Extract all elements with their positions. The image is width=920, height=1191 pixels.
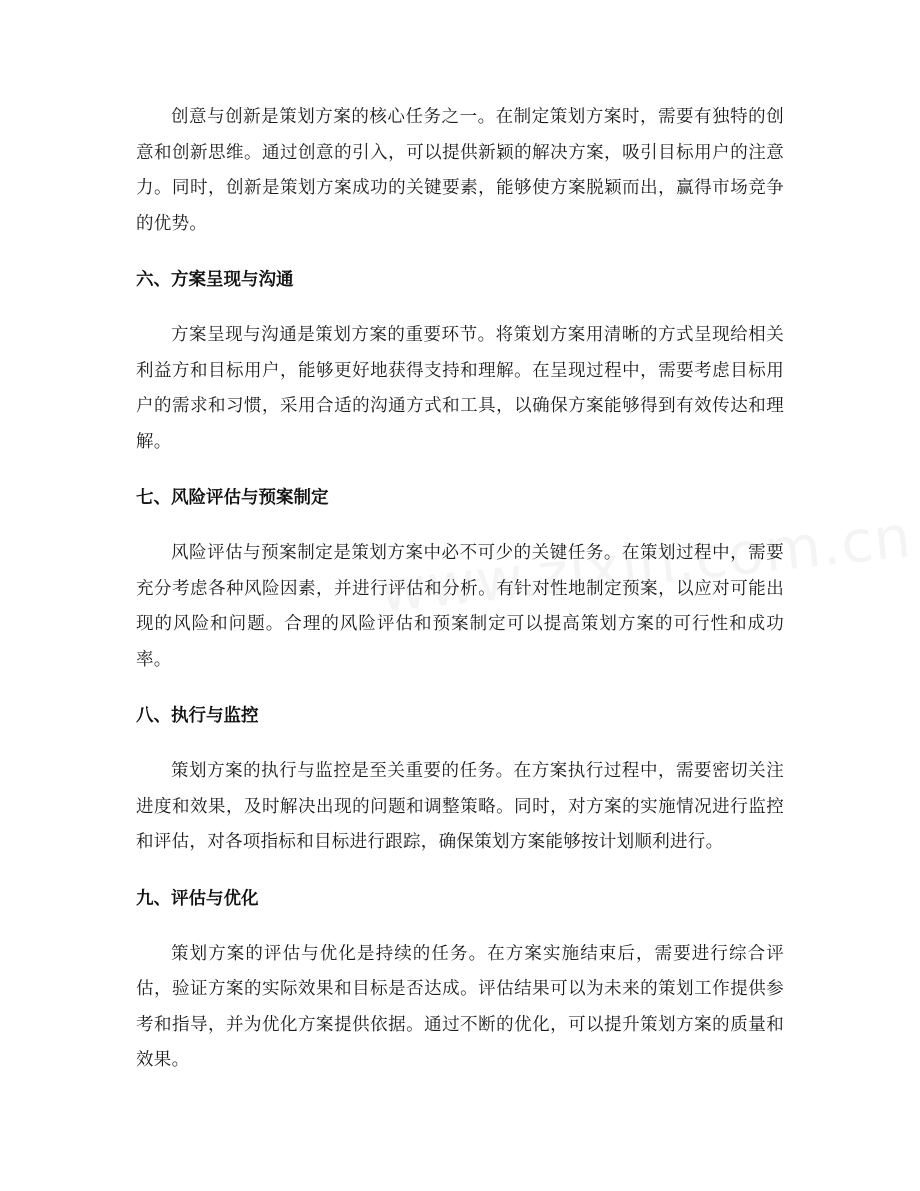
section-paragraph-6: 方案呈现与沟通是策划方案的重要环节。将策划方案用清晰的方式呈现给相关利益方和目标用户，能够更好地获得支持和理解。在呈现过程中，需要考虑目标用户的需求和习惯，采用合适的沟通方式和工具，以确保方案能够得到有效传达和理解。 (136, 325, 784, 452)
document-page (136, 100, 784, 1079)
section-heading-8: 八、执行与监控 (136, 706, 259, 726)
intro-paragraph: 创意与创新是策划方案的核心任务之一。在制定策划方案时，需要有独特的创意和创新思维。通过创意的引入，可以提供新颖的解决方案，吸引目标用户的注意力。同时，创新是策划方案成功的关键要素，能够使方案脱颖而出，赢得市场竞争的优势。 (136, 107, 784, 234)
section-paragraph-8: 策划方案的执行与监控是至关重要的任务。在方案执行过程中，需要密切关注进度和效果，及时解决出现的问题和调整策略。同时，对方案的实施情况进行监控和评估，对各项指标和目标进行跟踪，确保策划方案能够按计划顺利进行。 (136, 761, 784, 852)
section-paragraph-9: 策划方案的评估与优化是持续的任务。在方案实施结束后，需要进行综合评估，验证方案的实际效果和目标是否达成。评估结果可以为未来的策划工作提供参考和指导，并为优化方案提供依据。通过不断的优化，可以提升策划方案的质量和效果。 (136, 943, 784, 1070)
section-heading-9: 九、评估与优化 (136, 888, 259, 909)
section-paragraph-7: 风险评估与预案制定是策划方案中必不可少的关键任务。在策划过程中，需要充分考虑各种风险因素，并进行评估和分析。有针对性地制定预案，以应对可能出现的风险和问题。合理的风险评估和预案制定可以提高策划方案的可行性和成功率。 (136, 543, 784, 670)
section-heading-7: 七、风险评估与预案制定 (136, 488, 329, 508)
section-heading-6: 六、方案呈现与沟通 (136, 270, 294, 290)
